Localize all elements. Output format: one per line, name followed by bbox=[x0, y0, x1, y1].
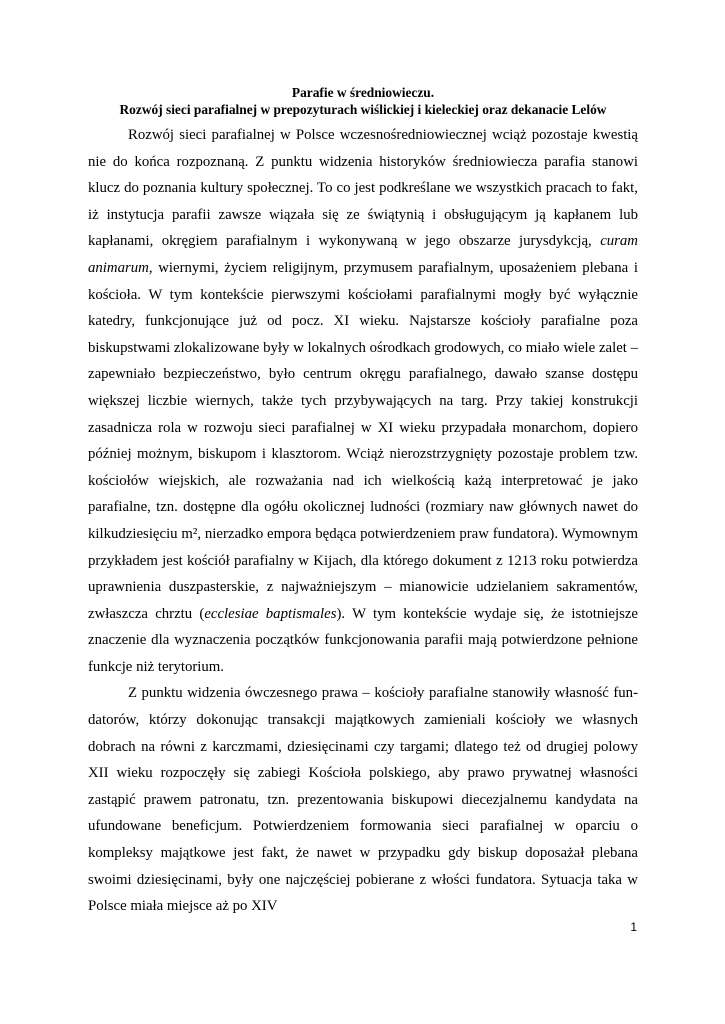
paragraph-1-part-1: Rozwój sieci parafialnej w Polsce wczesnośredniowiecznej wciąż pozostaje kwestią nie do końca rozpoznaną. Z punktu widzenia historyków średniowiecza parafia stanowi klucz do poznania kultury społecznej. To co jest podkreślane we wszystkich pracach to fakt, iż instytucja parafii zawsze wiązała się ze świątynią i obsługującym ją kapłanem lub kapłanami, okręgiem parafialnym i wykonywaną w jego obszarze jurysdykcją, bbox=[88, 127, 638, 250]
document-page bbox=[88, 84, 638, 920]
document-title-line-2: Rozwój sieci parafialnej w prepozyturach wiślickiej i kieleckiej oraz dekanacie Lelów bbox=[119, 102, 607, 117]
paragraph-1-part-3: ). W tym kontekście wydaje się, że istotniejsze znaczenie dla wyznaczenia początków funkcjonowania parafii mają potwierdzone pełnione funkcje niż terytorium. bbox=[88, 605, 639, 675]
paragraph-1-part-2: , wiernymi, życiem religijnym, przymusem parafialnym, uposażeniem plebana i kościoła. W tym kontekście pierwszymi kościołami parafialnymi mogły być wyłącznie katedry, funkcjonujące już od pocz. XI wieku. Najstarsze kościoły parafialne poza biskupstwami zlokalizowane były w lokalnych ośrodkach grodowych, co miało wiele zalet – zapewniało bezpieczeństwo, było centrum okręgu parafialnego, dawało szanse dostępu większej liczbie wiernych, także tych przybywających na targ. Przy takiej konstrukcji zasadnicza rola w rozwoju sieci parafialnej w XI wieku przypadała monarchom, dopiero później możnym, biskupom i klasztorom. Wciąż nierozstrzygnięty pozostaje problem tzw. kościołów wiejskich, ale rozważania nad ich wielkością każą interpretować je jako parafialne, tzn. dostępne dla ogółu okolicznej ludności (rozmiary naw głównych nawet do kilkudziesięciu m², nierzadko empora będąca potwierdzeniem praw fundatora). Wymownym przykładem jest kościół parafialny w Kijach, dla którego dokument z 1213 roku potwierdza uprawnienia duszpasterskie, z najważniejszym – mianowicie udzielaniem sakramentów, zwłaszcza chrztu ( bbox=[88, 259, 638, 622]
paragraph-1-italic-ecclesiae-baptismales: ecclesiae baptismales bbox=[204, 605, 337, 622]
page-number: 1 bbox=[630, 920, 637, 934]
document-title-line-1: Parafie w średniowieczu. bbox=[291, 85, 435, 100]
paragraph-1 bbox=[88, 122, 638, 680]
paragraph-1-italic-curam-animarum: curam animarum bbox=[88, 233, 638, 276]
paragraph-2: Z punktu widzenia ówczesnego prawa – kościoły parafialne stanowiły własność fundatorów, którzy dokonując transakcji majątkowych zamieniali kościoły we własnych dobrach na równi z karczmami, dziesięcinami czy targami; dlatego też od drugiej polowy XII wieku rozpoczęły się zabiegi Kościoła polskiego, aby prawo prywatnej własności zastąpić prawem patronatu, tzn. prezentowania biskupowi diecezjalnemu kandydata na ufundowane beneficjum. Potwierdzeniem formowania sieci parafialnej w oparciu o kompleksy majątkowe jest fakt, że nawet w przypadku gdy biskup doposażał plebana swoimi dziesięcinami, były one najczęściej pobierane z włości fundatora. Sytuacja taka w Polsce miała miejsce aż po XIV bbox=[88, 685, 638, 915]
